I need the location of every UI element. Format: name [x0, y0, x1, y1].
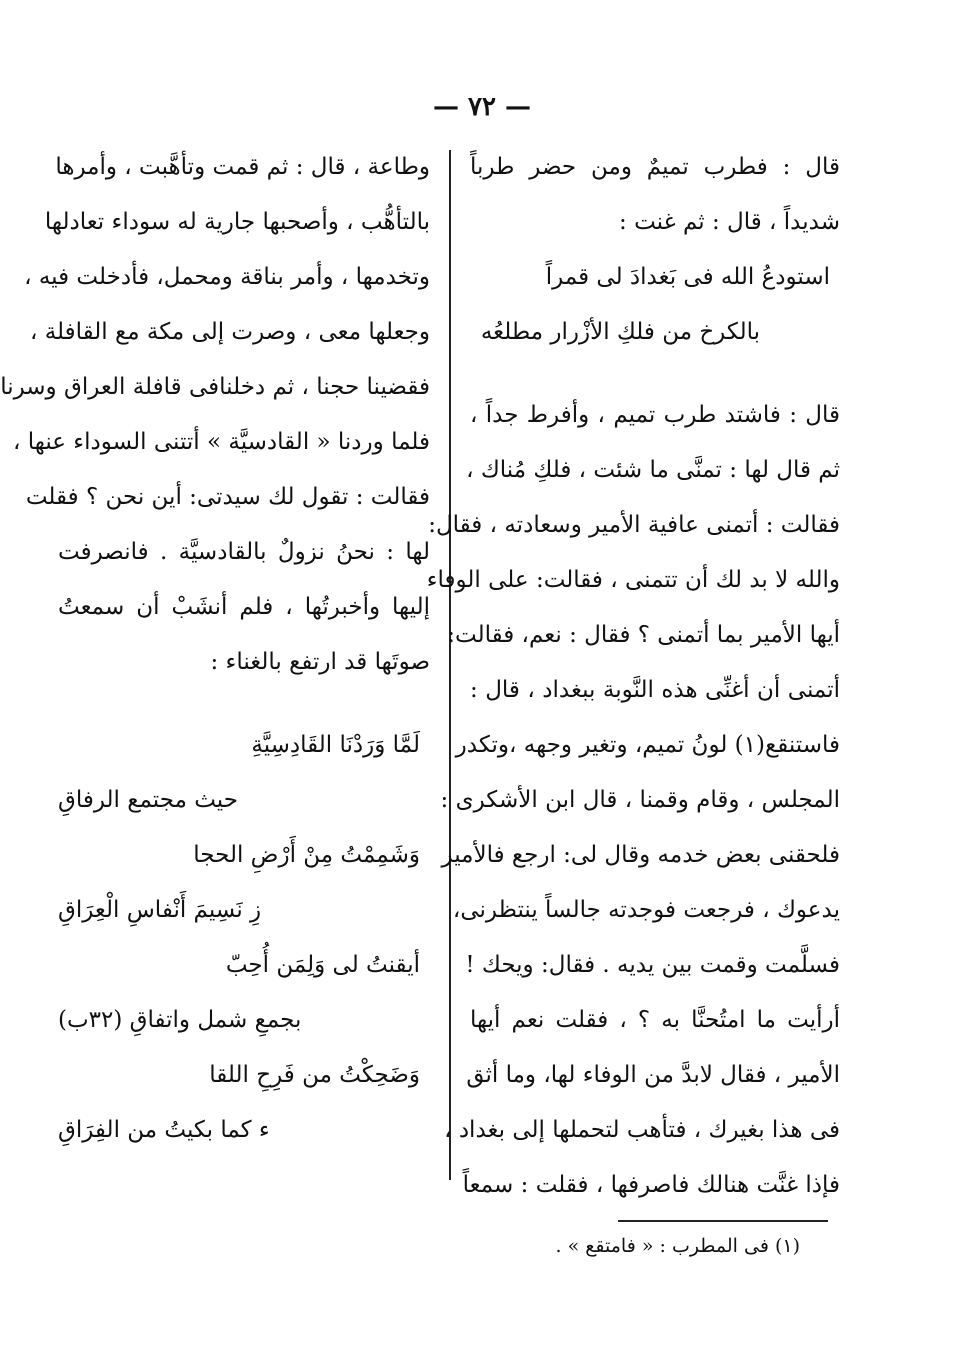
text-line: أيها الأمير بما أتمنى ؟ فقال : نعم، فقالت: [447, 622, 840, 648]
text-line: وجعلها معى ، وصرت إلى مكة مع القافلة ، [29, 319, 430, 345]
page-number: — ٧٢ — [432, 92, 532, 122]
text-line: لها : نحنُ نزولٌ بالقادسيَّة . فانصرفت [58, 539, 430, 565]
text-line: فسلَّمت وقمت بين يديه . فقال: ويحك ! [465, 952, 840, 978]
text-line: فلحقنى بعض خدمه وقال لى: ارجع فالأمير [441, 842, 840, 868]
text-line: أتمنى أن أغنِّى هذه النَّوبة ببغداد ، قال : [470, 677, 840, 703]
footnote-rule [618, 1220, 828, 1222]
text-line: شديداً ، قال : ثم غنت : [619, 209, 840, 235]
footnote: (١) فى المطرب : « فامتقع » . [555, 1235, 800, 1257]
left-column [0, 140, 430, 1158]
text-line: فقالت : تقول لك سيدتى: أين نحن ؟ فقلت [25, 484, 430, 510]
text-line: فاستنقع(١) لونُ تميم، وتغير وجهه ،وتكدر [455, 732, 840, 758]
text-line: صوتَها قد ارتفع بالغناء : [210, 649, 430, 675]
text-line: وتخدمها ، وأمر بناقة ومحمل، فأدخلت فيه ، [24, 264, 430, 290]
verse-hemistich: ء كما بكيتُ من الفِرَاقِ [58, 1117, 270, 1143]
verse-hemistich: زِ نَسِيمَ أَنْفاسِ الْعِرَاقِ [58, 897, 262, 923]
text-line: فقالت : أتمنى عافية الأمير وسعادته ، فقال: [428, 512, 840, 538]
verse-hemistich: بجمعِ شمل واتفاقِ (٣٢ب) [58, 1007, 302, 1033]
text-line: الأمير ، فقال لابدَّ من الوفاء لها، وما أثق [466, 1062, 840, 1088]
verse-hemistich: وَضَحِكْتُ من فَرِحِ اللقا [209, 1062, 420, 1088]
text-line: قال : فاشتد طرب تميم ، وأفرط جداً ، [470, 402, 840, 428]
text-line: فإذا غنَّت هنالك فاصرفها ، فقلت : سمعاً [462, 1172, 840, 1198]
text-line: ثم قال لها : تمنَّى ما شئت ، فلكِ مُناك ، [466, 457, 840, 483]
verse-line: استودعُ الله فى بَغدادَ لى قمراً [545, 264, 830, 290]
text-line: بالتأهُّب ، وأصحبها جارية له سوداء تعادلها [44, 209, 430, 235]
text-line: إليها وأخبرتُها ، فلم أنشَبْ أن سمعتُ [58, 594, 430, 620]
text-line: المجلس ، وقام وقمنا ، قال ابن الأشكرى : [440, 787, 840, 813]
text-line: فلما وردنا « القادسيَّة » أتتنى السوداء عنها ، [12, 429, 430, 455]
verse-hemistich: أيقنتُ لى وَلِمَن أُحِبّ [225, 952, 420, 978]
text-line: وطاعة ، قال : ثم قمت وتأهَّبت ، وأمرها [55, 154, 430, 180]
column-divider [449, 150, 451, 1180]
verse-hemistich: حيث مجتمع الرفاقِ [58, 787, 238, 813]
text-line: أرأيت ما امتُحنَّا به ؟ ، فقلت نعم أيها [470, 1007, 840, 1033]
text-line: قال : فطرب تميمٌ ومن حضر طرباً [470, 154, 840, 180]
text-line: فقضينا حجنا ، ثم دخلنافى قافلة العراق وسرنا [0, 374, 430, 400]
verse-hemistich: لَمَّا وَرَدْنَا القَادِسِيَّةِ [251, 732, 420, 758]
text-line: والله لا بد لك أن تتمنى ، فقالت: على الوفاء [426, 567, 840, 593]
text-line: يدعوك ، فرجعت فوجدته جالساً ينتظرنى، [452, 897, 840, 923]
text-line: فى هذا بغيرك ، فتأهب لتحملها إلى بغداد ، [444, 1117, 840, 1143]
right-column [426, 140, 840, 1213]
verse-line: بالكرخ من فلكِ الأزْرار مطلعُه [480, 319, 760, 345]
verse-hemistich: وَشَمِمْتُ مِنْ أَرْضِ الحجا [193, 842, 420, 868]
